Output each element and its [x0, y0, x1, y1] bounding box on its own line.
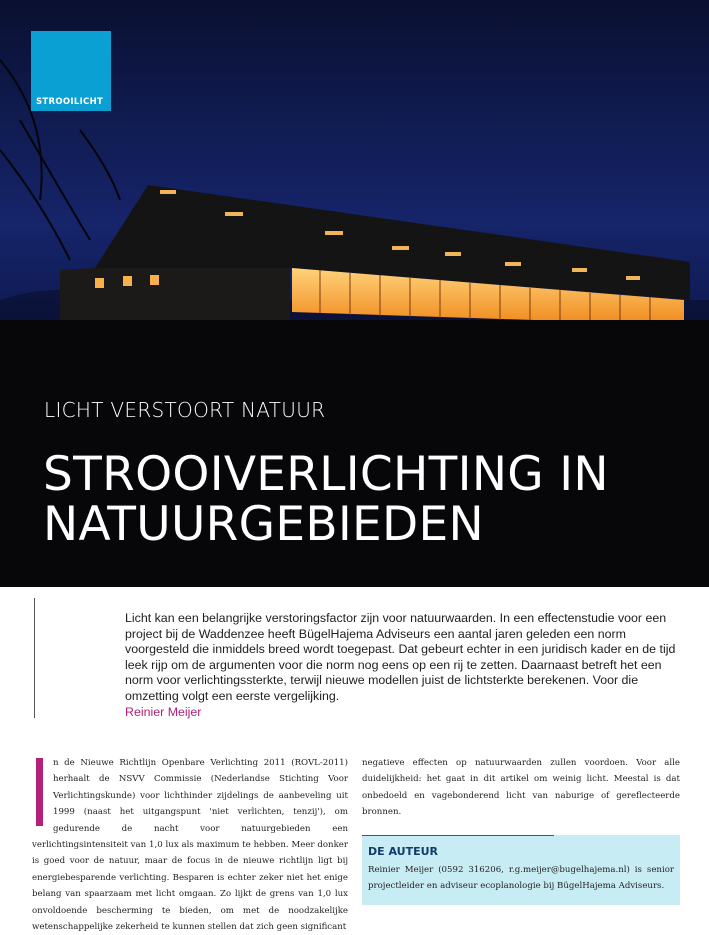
headline-line-2: NATUURGEBIEDEN — [43, 497, 484, 552]
section-tag-label: STROOILICHT — [36, 97, 104, 107]
author-byline: Reinier Meijer — [125, 704, 202, 719]
body-column-left — [32, 755, 348, 935]
section-tag — [31, 31, 111, 111]
author-box-title: DE AUTEUR — [368, 845, 439, 858]
margin-rule — [34, 598, 35, 718]
dropcap-bar — [36, 758, 43, 826]
author-box-text: Reinier Meijer (0592 316206, r.g.meijer@bugelhajema.nl) is senior projectleider en adviseur ecoplanologie bij BügelHajema Adviseurs. — [368, 865, 674, 891]
body-left-text: n de Nieuwe Richtlijn Openbare Verlichting 2011 (ROVL-2011) herhaalt de NSVV Commissie (Nederlandse Stichting Voor Verlichtingskunde) voor lichthinder zijdelings de aanbeveling uit 1999 (naast het uitgangspunt 'niet verlichten, tenzij'), om gedurende de nacht voor natuurgebieden een verlichtingsintensiteit van 1,0 lux als maximum te hebben. Meer donker is goed voor de natuur, maar de focus in de nieuwe richtlijn ligt bij energiebesparende verlichting. Besparen is echter zeker niet het enige belang van spaarzaam met licht omgaan. Zo lijkt de grens van 1,0 lux onvoldoende bescherming te bieden, om met de noodzakelijke wetenschappelijke zekerheid te kunnen stellen dat zich geen significant — [32, 758, 348, 933]
body-column-right — [362, 755, 680, 821]
body-right-text: negatieve effecten op natuurwaarden zullen voordoen. Voor alle duidelijkheid: het gaat in dit artikel om weinig licht. Meestal is dat onbedoeld en vagebonderend licht van naburige of gereflecteerde bronnen. — [362, 758, 680, 818]
kicker: LICHT VERSTOORT NATUUR — [44, 398, 326, 422]
headline — [43, 447, 683, 552]
author-box-rule — [362, 835, 554, 836]
intro-text: Licht kan een belangrijke verstoringsfactor zijn voor natuurwaarden. In een effectenstudie voor een project bij de Waddenzee heeft BügelHajema Adviseurs een aantal jaren geleden een norm voorgesteld die inmiddels breed wordt toegepast. Dat gebeurt echter in een juridisch kader en de tijd leek rijp om de argumenten voor die norm nog eens op een rij te zetten. Daarnaast betreft het een norm voor verlichtingssterkte, terwijl nieuwe modellen juist de lichtsterkte berekenen. Voor die omzetting volgt een eerste vergelijking. — [125, 611, 676, 703]
author-box — [362, 835, 680, 905]
headline-line-1: STROOIVERLICHTING IN — [43, 447, 609, 502]
intro-paragraph — [125, 611, 683, 720]
